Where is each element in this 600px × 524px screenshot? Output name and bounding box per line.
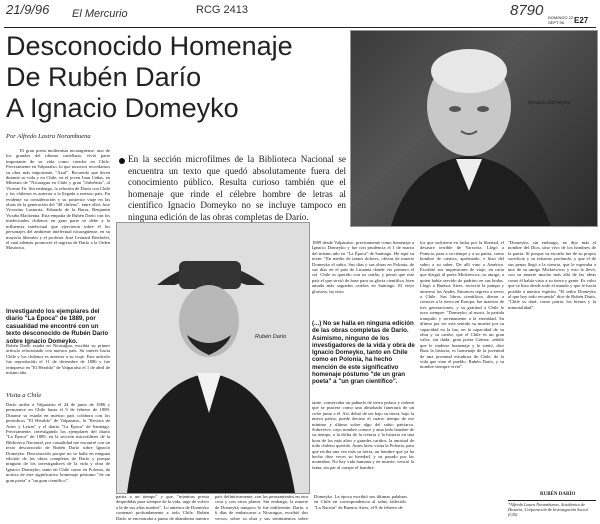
handwritten-date: 21/9/96 [6,2,50,17]
footnote-rule [508,500,596,501]
column-3-callout: (...) No se halla en ninguna edición de las obras completas de Darío. Asimismo, ninguno de los investigadores de la vida y obra de Ignacio Domeyko, tanto en Chile como en Polonia, ha hecho mención de este significativo homenaje póstumo "de un gran poeta" a "un gran científico". [312,320,415,386]
stamp-code: RCG 2413 [196,4,248,16]
signature: RUBÉN DARÍO [540,492,576,497]
column-3-text: 1889 desde Valparaíso, precisamente como homenaje a Ignacio Domeyko y fue con prudencia el 1 de marzo del mismo año en "La Época" de Santiago. He aquí su texto: "En medio de tantos dolores, obvias de muerte Domeyko el sabio. Sus días y sus obras en Polonia, de sus días en el país de Lituania donde vio primero el sol. Chile es querido con su cariño, y pensó que este país el que sirvió de base para su gloria científica, bien amado más sagrados cariños en Santiago. El viejo glorioso, ha visto [312,240,414,294]
column-1-body-3: Darío arriba a Valparaíso el 24 de junio de 1886 y permanece en Chile hasta el 9 de febrero de 1889. Durante su estada en nuestro país colabora con los periódicos "El Heraldo" de Valparaíso, la "Revista de Artes y Letras" y el diario "La Época" de Santiago. Precisamente, investigando los ejemplares del diario "La Época" de 1889, en la sección microfilmes de la Biblioteca Nacional, por casualidad me encontré con un texto desconocido de Rubén Darío sobre Ignacio Domeyko. Desconocido porque no se halla en ninguna edición de las obras completas de Darío y porque ninguno de los investigadores de la vida y obra de Ignacio Domeyko, tanto en Chile como en Polonia, da noticia de este significativo homenaje póstumo "de un gran poeta" a "un gran científico". [6,402,110,483]
footnote: *Alfredo Lastra Norambuena, Académico de Historia, Corporación de Investigación Social (CIS). [508,502,588,517]
dario-portrait-photo [116,222,310,494]
caption-domeyko: Ignacio Domeyko [528,100,571,106]
header-rule [4,27,596,28]
headline-line-2: De Rubén Darío [6,62,202,92]
lead-paragraph: En la sección microfilmes de la Biblioteca Nacional se encuentra un texto que quedó absolutamente fuera del conocimiento público. Resulta curioso también que el homenaje que rinde el célebre hombre de letras al científico Ignacio Domeyko no se incluye tampoco en ninguna edición de las obras completas de Darío. [128,154,346,222]
domeyko-portrait-illustration [351,31,597,226]
headline-line-1: Desconocido Homenaje [6,31,293,61]
page-number: E27 [574,16,589,25]
column-1-body-2: Rubén Darío estaba en Nicaragua, escribía su primer artículo relacionado con nuestro país. Su interés hacia Chile y los chilenos es anterior a su viaje. Este artículo fue reproducido el 11 de diciembre de 1886 y fue reimpreso en "El Heraldo" de Valparaíso el 1 de abril de mismo año. [6,343,110,376]
subhead-visita: Visita a Chile [6,392,42,399]
clip-number: 8790 [510,2,544,19]
handwritten-source: El Mercurio [72,8,128,20]
column-1-callout: Investigando los ejemplares del diario "La Época" de 1889, por casualidad me encontré con un texto desconocido de Rubén Darío sobre Ignacio Domeyko. [6,308,109,345]
column-2-text: patria a un tiempo" y que, "mientras presta despedidas para siempre de la vida, urge de volver a la de sus altas madres". Lo anterior de Domeyko comenzó profundamente a todo Chile. Rubén Darío se encontraba a punto de abandonar nuestro país definitivamente, con los pensamientos en otra cosa y con otros planes. Sin embargo, la muerte de Domeyko tampoco le fue indiferente. Darío, a 6 días de embarcarse a Nicaragua, escribió dos versos, sobre su obra y sus sentimientos sobre Domeyko. La época escribió sus últimas palabras en Chile en correspondencia al sabio fallecido. "La Nación" de Buenos Aires, el 9 de febrero de [116,494,407,521]
dario-portrait-illustration [117,223,309,493]
headline-line-3: A Ignacio Domeyko [6,93,239,123]
column-3-body-2: tante, conservaba un pañuelo de tierra polaca y ordenó que se pusiese como una almohada funeraria de un cofre junto a él. Así, debió de ser bajo su tierra, bajo la nueva patria, puede decirse el cuarto tiempo de ese mínimo y último sobre algo del sabio patriarca. Sobrevive, cayo nombre conoce y ama todo hombre de su tiempo, a la dicha de la ciencia y la historia en una hora de los más altos y grandes cariños, la amistad de todo chileno querido. Antes bien, visita la Polonia, para que reciba una vez más su tierra, un hombre que ya ha hecho diez veces su heredad, y su pasado por las montañas. No hay vida humana y en muerte, venció la fama, sin par al cuerpo el hombre. [312,400,414,470]
domeyko-portrait-photo [350,30,598,227]
lead-bullet-icon [119,158,125,164]
caption-dario: Rubén Darío [255,334,287,340]
column-5-text: "Domeyko, sin embargo, no dijo más el nombre del Dios, sino vivo de los hombres de la patria. Sí porque su escuela fue de su propio sacrificio y su esfuerzo profundo, y que el de sus penas llegó a la ciencia, que le esperaba a uno de su amigo Mickiewicz; y esto le llevó, con su muerte mucho más allá de las ideas como él había visto a su tierra y gente. Es valor que se hizo desde todo el mundo y que le hacía posible a nuestro espíritu. "El señor Domeyko al que hoy todo recuerda" dice de Rubén Darío, "Chile os dará, como patria, los bienes y la inmortalidad". [508,240,596,310]
byline: Por Alfredo Lastra Norambuena [6,133,91,140]
paper-date: DOMINGO 22 SEPT 96 [548,15,574,25]
column-4-text: los que sufrieron en lucha por la libertad, el desastre terrible de Varsovia. Llegó a Francia, para a su tiempo y a su patria, como hombre de ciencia, apremiado, e hizo del sabio a su saber. De allí vino a América. Escribió sus impresiones de viaje, en carta que dirigió al poeta Mickiewicz, su amigo, a quien había servido de padrino en sus bodas. Llegó a Buenos Aires, recorrió la pampa y atravesó los Andes. Entonces regresó a servir a Chile. Sus libros científicos dieron a conocer a la tierra en Europa; fue maestro de tres generaciones, y su gratitud a Chile le tuvo siempre. "Domeyko, al morir, la partida tranquilo y serenamente a la eternidad. Su último por ser está sentido su muerte por su capacidad en la luz, en la capacidad de su obra y su cariño, que el Chile es un gran valor, sin duda, gran poeta Gómez, señaló que le rindiese homenaje y le sintió, dice Ruiz la historia, es homenaje de la juventud de una juventud estudiosa de Chile, de la vida que vino el pueblo. Rubén Darío, y su nombre siempre vivió". [420,240,504,370]
column-1-text: El gran poeta modernista nicaragüense, uno de los grandes del idioma castellano, vivió parte importante de su vida como creador en Chile. Precisamente en Valparaíso, lo que nosotros recordamos su obra más importante, "Azul". Recuerdo que dicen durante su vida y en Chile, en el joven Juan Cañas, en Ministro de "Nicaragua en Chile y gran "chileñista", al Vicente Tir. Sin embargo, la relación de Darío con Chile y los chilenos es anterior a la llegada a nuestro país. En evidente su consideración y su posterior viaje en las obras de la generación del "48 chileno", entre ellos Jose Victorino Lastarria, Eduardo de la Barra, Benjamín Vicuña Mackenna. Esta empatía de Rubén Darío con los intelectuales chilenos en gran parte se debe a la influencia intelectual que ejercieron sobre él los personajes del ambiente intelectual nicaragüense, en su mayoría liberales y el profesor José Leonard Bertholet, el cual además promovió el ingreso de Darío a la Orden Masónica. [6,148,110,251]
